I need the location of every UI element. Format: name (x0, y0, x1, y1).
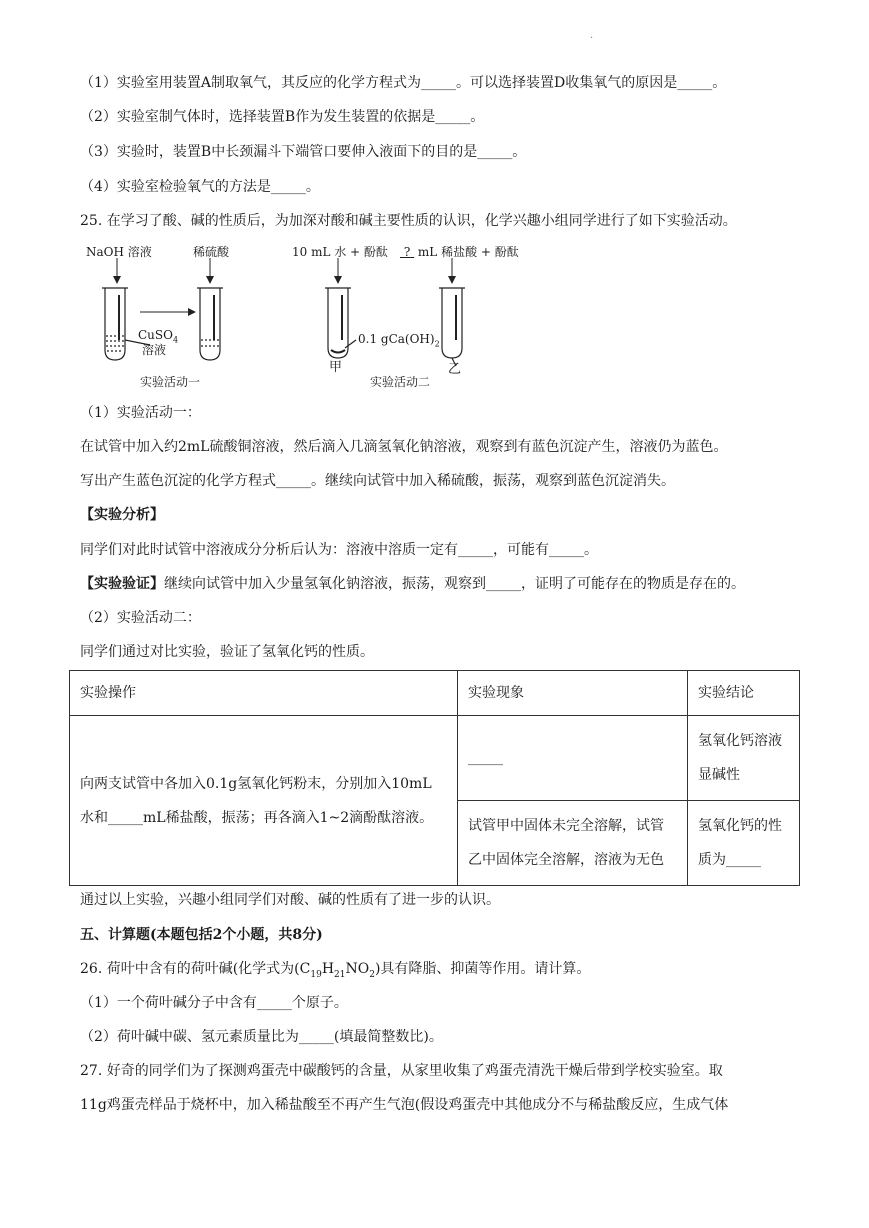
q27-line-2: 11g鸡蛋壳样品于烧杯中，加入稀盐酸至不再产生气泡(假设鸡蛋壳中其他成分不与稀盐酸反应，生成气体 (80, 1097, 729, 1113)
q27-line-1: 27. 好奇的同学们为了探测鸡蛋壳中碳酸钙的含量，从家里收集了鸡蛋壳清洗干燥后带到学校实验室。取 (80, 1063, 723, 1079)
table-phenomenon-2-line-1: 试管甲中固体未完全溶解，试管 (468, 818, 664, 834)
label-activity2: 实验活动二 (370, 375, 431, 389)
page-dot: . (590, 30, 594, 41)
experiment-table (69, 670, 800, 886)
label-caoh2-sub: 2 (434, 339, 440, 349)
label-yi: 乙 (448, 362, 462, 377)
table-header-phenomenon: 实验现象 (458, 671, 688, 716)
section-5-heading: 五、计算题(本题包括2个小题，共8分) (80, 927, 323, 943)
q26-intro-pre: 26. 荷叶中含有的荷叶碱(化学式为(C (80, 961, 311, 977)
q26-sub-3: 2 (369, 969, 375, 980)
act1-paragraph-1: 在试管中加入约2mL硫酸铜溶液，然后滴入几滴氢氧化钠溶液，观察到有蓝色沉淀产生，溶液仍为蓝色。 (80, 439, 728, 455)
verify-text: 继续向试管中加入少量氢氧化钠溶液，振荡，观察到_____，证明了可能存在的物质是存在的。 (164, 576, 745, 592)
table-conclusion-1-line-2: 显碱性 (698, 767, 740, 783)
analysis-text: 同学们对此时试管中溶液成分分析后认为：溶液中溶质一定有_____，可能有_____。 (80, 542, 598, 558)
table-header-conclusion: 实验结论 (688, 671, 800, 716)
table-operation-line-2: 水和_____mL稀盐酸，振荡；再各滴入1~2滴酚酞溶液。 (80, 809, 434, 826)
q26-intro (80, 959, 590, 985)
label-hcl-question: ? (403, 245, 411, 259)
act2-text: 同学们通过对比实验，验证了氢氧化钙的性质。 (80, 644, 374, 660)
q25-intro: 25. 在学习了酸、碱的性质后，为加深对酸和碱主要性质的认识，化学兴趣小组同学进行了如下实验活动。 (80, 213, 737, 229)
label-activity1: 实验活动一 (140, 375, 201, 389)
closing-text: 通过以上实验，兴趣小组同学们对酸、碱的性质有了进一步的认识。 (80, 892, 500, 908)
table-conclusion-1-line-1: 氢氧化钙溶液 (698, 733, 782, 749)
label-solution: 溶液 (142, 343, 167, 357)
act1-title: （1）实验活动一： (80, 405, 201, 421)
label-caoh2 (358, 331, 440, 352)
label-water-phenolphthalein: 10 mL 水 + 酚酞 (292, 245, 388, 259)
analysis-title: 【实验分析】 (80, 507, 164, 523)
q26-part1: （1）一个荷叶碱分子中含有_____个原子。 (80, 995, 348, 1011)
q26-part2: （2）荷叶碱中碳、氢元素质量比为_____(填最简整数比)。 (80, 1029, 443, 1045)
label-hcl-text: mL 稀盐酸 + 酚酞 (417, 245, 519, 259)
label-jia: 甲 (329, 360, 343, 375)
table-conclusion-2-line-2: 质为_____ (698, 852, 761, 868)
table-conclusion-2-line-1: 氢氧化钙的性 (698, 818, 782, 834)
act2-title: （2）实验活动二： (80, 610, 201, 626)
q26-sub-2: 21 (334, 969, 346, 980)
table-header-operation: 实验操作 (70, 671, 458, 716)
label-caoh2-main: 0.1 gCa(OH) (358, 332, 435, 346)
verify-paragraph (80, 574, 745, 594)
label-dilute-sulfuric-acid: 稀硫酸 (193, 245, 230, 259)
q24-part4: （4）实验室检验氧气的方法是_____。 (80, 179, 320, 195)
verify-title: 【实验验证】 (80, 576, 164, 592)
q24-part1: （1）实验室用装置A制取氧气，其反应的化学方程式为_____。可以选择装置D收集氧气的原因是_____。 (80, 75, 727, 91)
table-cell-conclusion-2 (688, 801, 800, 886)
q26-intro-post: )具有降脂、抑菌等作用。请计算。 (374, 961, 591, 977)
q26-intro-mid-1: H (321, 961, 335, 977)
label-cuso4-main: CuSO (138, 328, 173, 342)
label-hcl-blank (400, 245, 414, 259)
table-cell-operation (70, 716, 458, 886)
label-naoh: NaOH 溶液 (86, 245, 152, 259)
test-tube-jia (325, 288, 356, 358)
table-cell-phenomenon-2 (458, 801, 688, 886)
q26-sub-1: 19 (310, 969, 322, 980)
table-operation-line-1: 向两支试管中各加入0.1g氢氧化钙粉末，分别加入10mL (80, 775, 432, 792)
label-hcl-phenolphthalein (400, 244, 519, 260)
table-phenomenon-2-line-2: 乙中固体完全溶解，溶液为无色 (468, 852, 664, 868)
q26-intro-mid-2: NO (345, 961, 370, 977)
experiment-figure (80, 240, 540, 392)
test-tube-activity1-right (197, 288, 223, 360)
q24-part2: （2）实验室制气体时，选择装置B作为发生装置的依据是_____。 (80, 109, 485, 125)
label-cuso4-sub: 4 (172, 335, 179, 345)
table-cell-conclusion-1 (688, 716, 800, 801)
table-cell-phenomenon-1: _____ (458, 716, 688, 801)
experiment-figure-drawing (80, 240, 540, 392)
act1-paragraph-2: 写出产生蓝色沉淀的化学方程式_____。继续向试管中加入稀硫酸，振荡，观察到蓝色沉淀消失。 (80, 473, 675, 489)
q24-part3: （3）实验时，装置B中长颈漏斗下端管口要伸入液面下的目的是_____。 (80, 144, 527, 160)
test-tube-yi (439, 288, 465, 366)
